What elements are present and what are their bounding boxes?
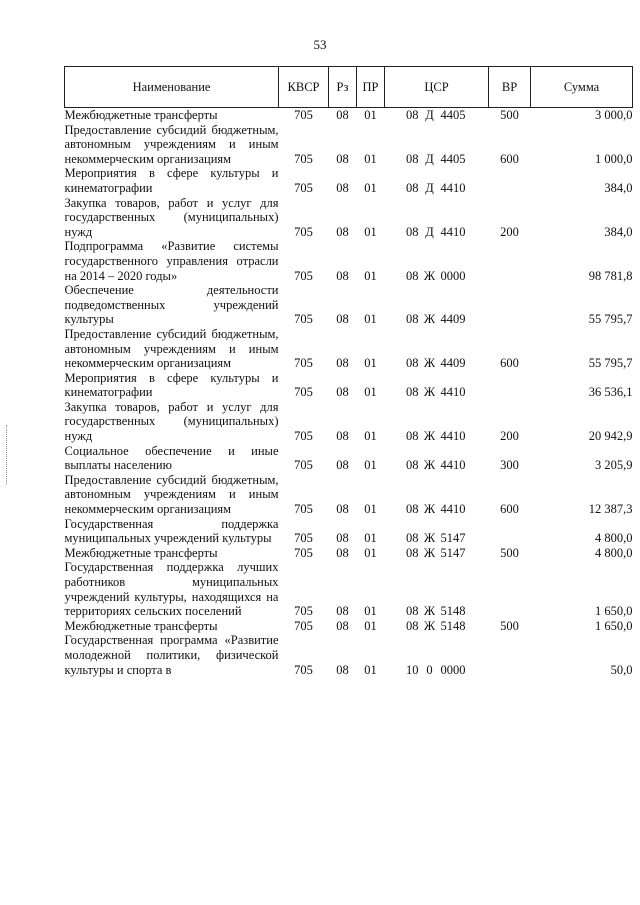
row-sum: 55 795,7	[588, 356, 633, 371]
table-row	[65, 517, 633, 546]
header-pr: ПР	[357, 67, 385, 108]
row-kvsr: 705	[294, 604, 313, 619]
row-rz: 08	[336, 385, 349, 400]
row-csr-program: 08	[406, 312, 419, 327]
row-name: Закупка товаров, работ и услуг для государственных (муниципальных) нужд	[64, 195, 279, 239]
row-sum: 4 800,0	[595, 531, 633, 546]
row-name: Предоставление субсидий бюджетным, автономным учреждениям и иным некоммерческим организациям	[64, 326, 279, 371]
row-kvsr: 705	[294, 312, 313, 327]
page-number: 53	[313, 37, 327, 52]
row-kvsr: 705	[294, 502, 313, 517]
row-csr-direction: 4409	[440, 356, 466, 371]
row-pr: 01	[364, 356, 377, 371]
row-kvsr: 705	[294, 531, 313, 546]
row-csr-program: 08	[406, 385, 419, 400]
row-csr-subprogram: Ж	[423, 531, 436, 546]
row-csr-subprogram: Д	[425, 151, 434, 166]
row-csr-program: 08	[406, 604, 419, 619]
row-rz: 08	[336, 356, 349, 371]
row-rz: 08	[336, 662, 349, 677]
row-sum: 1 650,0	[595, 618, 633, 633]
row-csr-program: 08	[406, 108, 419, 122]
row-vr: 500	[500, 545, 519, 560]
row-csr-program: 08	[406, 545, 419, 560]
row-csr-direction: 4410	[440, 224, 466, 239]
row-csr-program: 08	[406, 429, 419, 444]
row-csr-direction: 4410	[440, 502, 466, 517]
row-vr	[489, 517, 531, 546]
row-kvsr: 705	[294, 545, 313, 560]
row-vr	[489, 239, 531, 283]
row-kvsr: 705	[294, 268, 313, 283]
row-csr-program: 08	[406, 180, 419, 195]
table-row	[65, 400, 633, 444]
row-sum: 12 387,3	[588, 502, 633, 517]
row-vr	[489, 283, 531, 327]
row-csr-direction: 5148	[440, 618, 466, 633]
budget-table	[64, 66, 633, 677]
row-csr-direction: 4410	[440, 180, 466, 195]
row-rz: 08	[336, 545, 349, 560]
table-row	[65, 473, 633, 517]
row-pr: 01	[364, 180, 377, 195]
row-vr	[489, 371, 531, 400]
row-pr: 01	[364, 662, 377, 677]
row-sum: 36 536,1	[588, 385, 633, 400]
row-csr-subprogram: Д	[425, 224, 434, 239]
row-pr: 01	[364, 312, 377, 327]
row-vr: 200	[500, 429, 519, 444]
row-sum: 3 000,0	[595, 108, 633, 122]
table-row	[65, 633, 633, 677]
row-rz: 08	[336, 458, 349, 473]
row-csr-direction: 0000	[440, 662, 466, 677]
row-kvsr: 705	[294, 108, 313, 122]
row-csr-subprogram: Ж	[423, 385, 436, 400]
row-csr-direction: 4410	[440, 429, 466, 444]
row-csr-direction: 4410	[440, 385, 466, 400]
row-name: Мероприятия в сфере культуры и кинематографии	[64, 166, 279, 195]
header-rz: Рз	[329, 67, 357, 108]
row-vr	[489, 633, 531, 677]
row-name: Государственная программа «Развитие молодежной политики, физической культуры и спорта в	[64, 633, 279, 677]
row-csr-direction: 4409	[440, 312, 466, 327]
row-csr-direction: 5148	[440, 604, 466, 619]
row-csr-program: 10	[406, 662, 419, 677]
table-row	[65, 560, 633, 618]
row-pr: 01	[364, 531, 377, 546]
row-csr-subprogram: Ж	[423, 356, 436, 371]
row-name: Социальное обеспечение и иные выплаты населению	[64, 443, 279, 473]
row-csr-direction: 5147	[440, 545, 466, 560]
table-header-row	[65, 67, 633, 108]
row-csr-program: 08	[406, 356, 419, 371]
row-sum: 3 205,9	[595, 458, 633, 473]
table-row	[65, 619, 633, 634]
table-row	[65, 371, 633, 400]
row-rz: 08	[336, 604, 349, 619]
row-kvsr: 705	[294, 662, 313, 677]
table-row	[65, 546, 633, 561]
row-csr-subprogram: Ж	[423, 618, 436, 633]
row-csr-program: 08	[406, 502, 419, 517]
row-name: Межбюджетные трансферты	[64, 618, 218, 633]
row-vr: 600	[500, 151, 519, 166]
table-row	[65, 166, 633, 195]
row-kvsr: 705	[294, 180, 313, 195]
row-pr: 01	[364, 618, 377, 633]
row-pr: 01	[364, 604, 377, 619]
table-row	[65, 239, 633, 283]
row-sum: 4 800,0	[595, 545, 633, 560]
row-csr-direction: 4405	[440, 108, 466, 122]
row-pr: 01	[364, 224, 377, 239]
header-kvsr: КВСР	[279, 67, 329, 108]
row-vr: 500	[500, 108, 519, 122]
row-csr-subprogram: Д	[425, 180, 434, 195]
row-sum: 384,0	[604, 180, 633, 195]
row-vr	[489, 560, 531, 618]
row-csr-subprogram: Ж	[423, 502, 436, 517]
row-name: Государственная поддержка лучших работников муниципальных учреждений культуры, находящихся на территориях сельских поселений	[64, 560, 279, 619]
row-vr: 600	[500, 356, 519, 371]
table-row	[65, 123, 633, 167]
row-pr: 01	[364, 108, 377, 122]
row-csr-direction: 4405	[440, 151, 466, 166]
row-pr: 01	[364, 268, 377, 283]
row-sum: 1 650,0	[595, 604, 633, 619]
row-rz: 08	[336, 429, 349, 444]
row-csr-program: 08	[406, 531, 419, 546]
row-rz: 08	[336, 108, 349, 122]
table-row	[65, 283, 633, 327]
row-csr-subprogram: Ж	[423, 458, 436, 473]
row-name: Межбюджетные трансферты	[64, 108, 218, 122]
row-vr: 600	[500, 502, 519, 517]
row-csr-direction: 0000	[440, 268, 466, 283]
row-rz: 08	[336, 618, 349, 633]
row-kvsr: 705	[294, 356, 313, 371]
table-row	[65, 444, 633, 473]
row-rz: 08	[336, 502, 349, 517]
row-rz: 08	[336, 151, 349, 166]
row-pr: 01	[364, 385, 377, 400]
row-kvsr: 705	[294, 224, 313, 239]
row-csr-subprogram: 0	[426, 662, 433, 677]
row-csr-subprogram: Ж	[423, 604, 436, 619]
row-kvsr: 705	[294, 429, 313, 444]
row-kvsr: 705	[294, 385, 313, 400]
row-rz: 08	[336, 268, 349, 283]
row-pr: 01	[364, 545, 377, 560]
row-csr-subprogram: Ж	[423, 429, 436, 444]
row-kvsr: 705	[294, 618, 313, 633]
row-rz: 08	[336, 224, 349, 239]
table-row	[65, 327, 633, 371]
header-csr: ЦСР	[385, 67, 489, 108]
row-sum: 98 781,8	[588, 268, 633, 283]
row-vr: 500	[500, 618, 519, 633]
row-sum: 50,0	[610, 662, 633, 677]
header-sum: Сумма	[531, 67, 633, 108]
row-name: Обеспечение деятельности подведомственных учреждений культуры	[64, 283, 279, 327]
table-row	[65, 196, 633, 240]
row-csr-program: 08	[406, 618, 419, 633]
row-name: Государственная поддержка муниципальных учреждений культуры	[64, 516, 279, 546]
row-name: Закупка товаров, работ и услуг для государственных (муниципальных) нужд	[64, 399, 279, 444]
row-csr-program: 08	[406, 224, 419, 239]
row-vr	[489, 166, 531, 195]
row-kvsr: 705	[294, 458, 313, 473]
table-row	[65, 108, 633, 123]
row-rz: 08	[336, 312, 349, 327]
row-sum: 55 795,7	[588, 312, 633, 327]
row-rz: 08	[336, 180, 349, 195]
row-name: Подпрограмма «Развитие системы государственного управления отрасли на 2014 – 2020 годы»	[64, 239, 279, 283]
row-rz: 08	[336, 531, 349, 546]
row-csr-program: 08	[406, 268, 419, 283]
row-csr-subprogram: Ж	[423, 545, 436, 560]
row-sum: 20 942,9	[588, 429, 633, 444]
row-sum: 1 000,0	[595, 151, 633, 166]
row-kvsr: 705	[294, 151, 313, 166]
row-pr: 01	[364, 429, 377, 444]
row-pr: 01	[364, 151, 377, 166]
row-sum: 384,0	[604, 224, 633, 239]
header-name: Наименование	[65, 67, 279, 108]
row-name: Предоставление субсидий бюджетным, автономным учреждениям и иным некоммерческим организациям	[64, 122, 279, 166]
header-vr: ВР	[489, 67, 531, 108]
margin-mark	[6, 425, 11, 485]
row-pr: 01	[364, 458, 377, 473]
row-csr-program: 08	[406, 151, 419, 166]
row-csr-direction: 5147	[440, 531, 466, 546]
row-csr-subprogram: Ж	[423, 312, 436, 327]
row-vr: 300	[500, 458, 519, 473]
row-name: Межбюджетные трансферты	[64, 545, 218, 560]
row-vr: 200	[500, 224, 519, 239]
row-name: Предоставление субсидий бюджетным, автономным учреждениям и иным некоммерческим организациям	[64, 472, 279, 517]
row-csr-subprogram: Д	[425, 108, 434, 122]
row-pr: 01	[364, 502, 377, 517]
row-csr-direction: 4410	[440, 458, 466, 473]
row-csr-subprogram: Ж	[423, 268, 436, 283]
row-name: Мероприятия в сфере культуры и кинематографии	[64, 370, 279, 400]
row-csr-program: 08	[406, 458, 419, 473]
